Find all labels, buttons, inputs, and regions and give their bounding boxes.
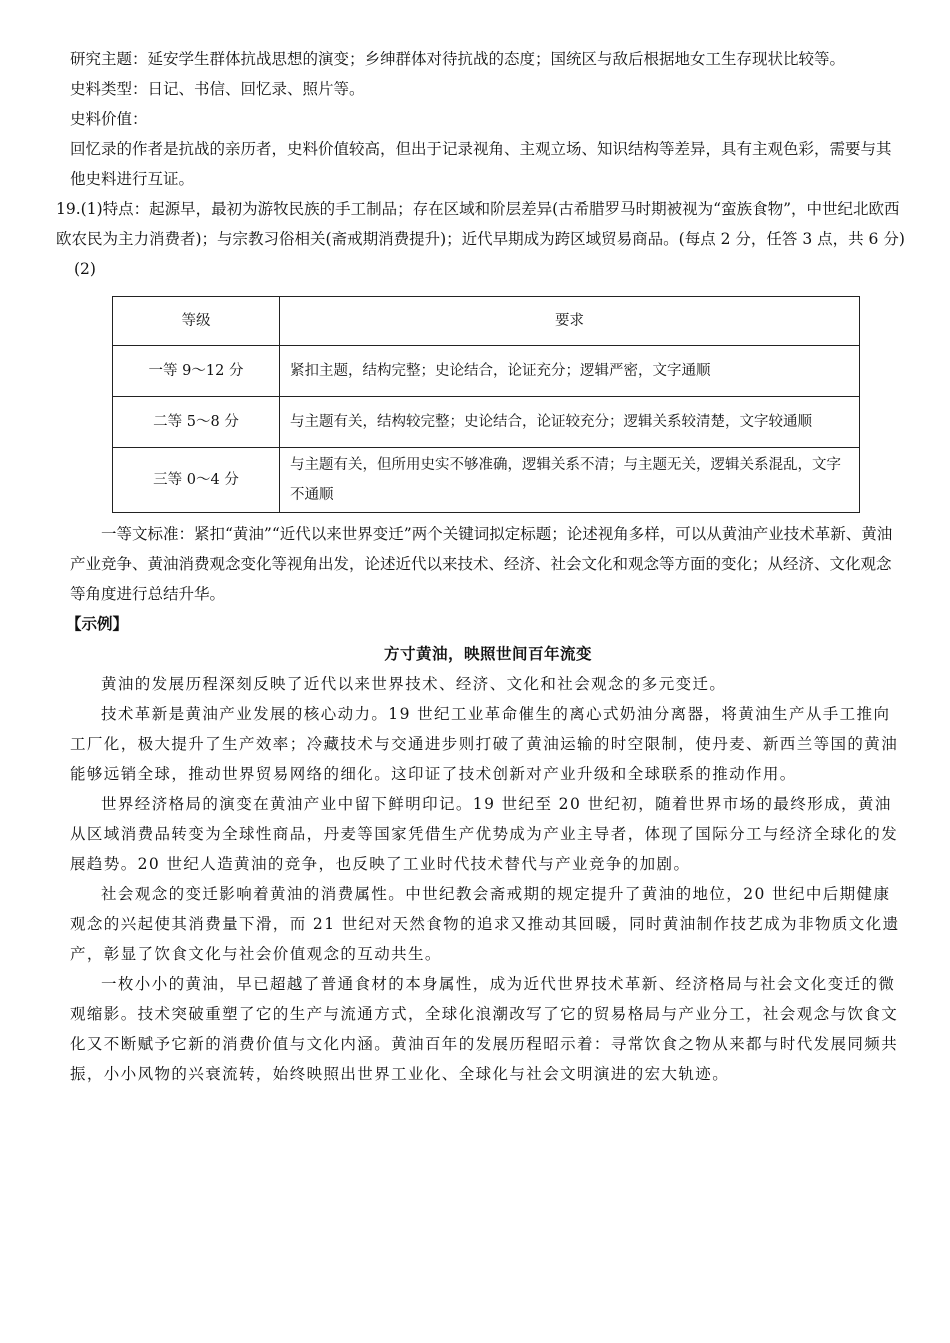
grade-requirement: 与主题有关，但所用史实不够准确，逻辑关系不清；与主题无关，逻辑关系混乱，文字不通顺 (280, 448, 860, 513)
answer-page (56, 44, 906, 1089)
part2-label: (2) (74, 260, 96, 278)
table-row (113, 448, 860, 513)
essay-paragraph: 黄油的发展历程深刻反映了近代以来世界技术、经济、文化和社会观念的多元变迁。 (101, 675, 727, 693)
essay-title: 方寸黄油，映照世间百年流变 (383, 645, 592, 663)
grading-table (112, 296, 860, 513)
essay-paragraph: 一枚小小的黄油，早已超越了普通食材的本身属性，成为近代世界技术革新、经济格局与社会文化变迁的微观缩影。技术突破重塑了它的生产与流通方式，全球化浪潮改写了它的贸易格局与产业分工，社会观念与饮食文化又不断赋予它新的消费价值与文化内涵。黄油百年的发展历程昭示着：寻常饮食之物从来都与时代发展同频共振，小小风物的兴衰流转，始终映照出世界工业化、全球化与社会文明演进的宏大轨迹。 (70, 975, 899, 1083)
source-value-label: 史料价值： (70, 110, 148, 128)
essay-body (70, 669, 906, 1089)
table-row (113, 397, 860, 448)
grade-level: 一等 9～12 分 (113, 346, 280, 397)
part1-text: (1)特点：起源早，最初为游牧民族的手工制品；存在区域和阶层差异(古希腊罗马时期被视为“蛮族食物”，中世纪北欧西欧农民为主力消费者)；与宗教习俗相关(斋戒期消费提升)；近代早期成为跨区域贸易商品。(每点 2 分，任答 3 点，共 6 分) (56, 200, 905, 248)
grade-requirement: 与主题有关，结构较完整；史论结合，论证较充分；逻辑关系较清楚，文字较通顺 (280, 397, 860, 448)
grade-level: 三等 0～4 分 (113, 448, 280, 513)
source-value-text: 回忆录的作者是抗战的亲历者，史料价值较高，但出于记录视角、主观立场、知识结构等差异，具有主观色彩，需要与其他史料进行互证。 (70, 140, 892, 188)
research-topic: 研究主题：延安学生群体抗战思想的演变；乡绅群体对待抗战的态度；国统区与敌后根据地女工生存现状比较等。 (70, 50, 846, 68)
grade-level: 二等 5～8 分 (113, 397, 280, 448)
header-level: 等级 (113, 297, 280, 346)
table-row (113, 346, 860, 397)
essay-paragraph: 技术革新是黄油产业发展的核心动力。19 世纪工业革命催生的离心式奶油分离器，将黄油生产从手工推向工厂化，极大提升了生产效率；冷藏技术与交通进步则打破了黄油运输的时空限制，使丹麦、新西兰等国的黄油能够远销全球，推动世界贸易网络的细化。这印证了技术创新对产业升级和全球联系的推动作用。 (70, 705, 899, 783)
essay-paragraph: 社会观念的变迁影响着黄油的消费属性。中世纪教会斋戒期的规定提升了黄油的地位，20 世纪中后期健康观念的兴起使其消费量下滑，而 21 世纪对天然食物的追求又推动其回暖，同时黄油制作技艺成为非物质文化遗产，彰显了饮食文化与社会价值观念的互动共生。 (70, 885, 900, 963)
grade-requirement: 紧扣主题，结构完整；史论结合，论证充分；逻辑严密，文字通顺 (280, 346, 860, 397)
first-class-standard: 一等文标准：紧扣“黄油”“近代以来世界变迁”两个关键词拟定标题；论述视角多样，可以从黄油产业技术革新、黄油产业竞争、黄油消费观念变化等视角出发，论述近代以来技术、经济、社会文化和观念等方面的变化；从经济、文化观念等角度进行总结升华。 (70, 525, 893, 603)
example-label: 【示例】 (66, 615, 129, 633)
table-header-row (113, 297, 860, 346)
source-types: 史料类型：日记、书信、回忆录、照片等。 (70, 80, 365, 98)
essay-paragraph: 世界经济格局的演变在黄油产业中留下鲜明印记。19 世纪至 20 世纪初，随着世界市场的最终形成，黄油从区域消费品转变为全球性商品，丹麦等国家凭借生产优势成为产业主导者，体现了国际分工与经济全球化的发展趋势。20 世纪人造黄油的竞争，也反映了工业时代技术替代与产业竞争的加剧。 (70, 795, 899, 873)
question-19-part1 (56, 194, 906, 254)
header-requirement: 要求 (280, 297, 860, 346)
question-number: 19. (56, 200, 81, 218)
